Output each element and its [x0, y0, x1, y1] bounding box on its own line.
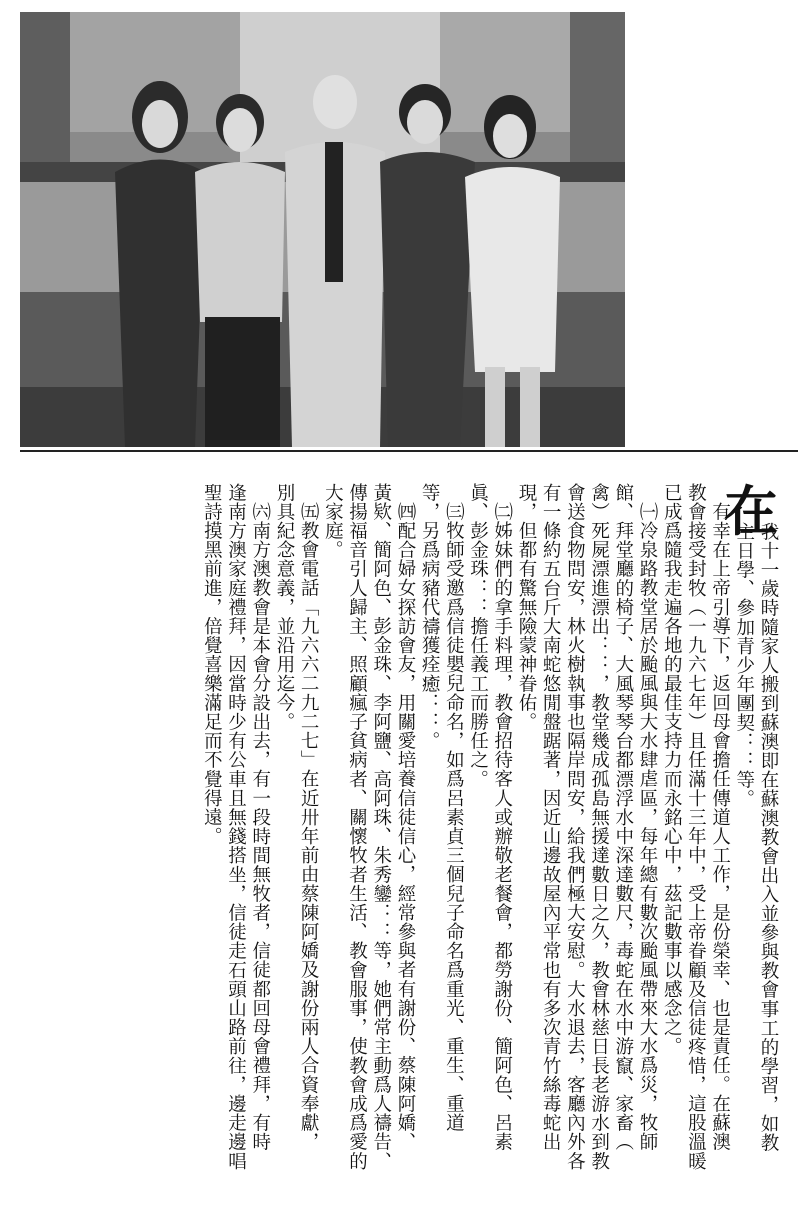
body-line: ㈡姊妹們的拿手料理，教會招待客人或辦敬老餐會，都勞謝份、簡阿色、呂素	[491, 502, 513, 1152]
body-line: 禽）死屍漂進漂出：：，教堂幾成孤島無援達數日之久，教會林慈日長老游水到教	[588, 483, 610, 1171]
body-line: ㈥南方澳教會是本會分設出去，有一段時間無牧者，信徒都回母會禮拜，有時	[249, 502, 271, 1152]
body-line: ㈢牧師受邀爲信徒嬰兒命名，如爲呂素貞三個兒子命名爲重光、重生、重道	[443, 502, 465, 1133]
body-line: ㈣配合婦女探訪會友，用關愛培養信徒信心，經常參與者有謝份、蔡陳阿嬌、	[394, 502, 416, 1152]
body-line: 主日學、參加青少年團契：：等。	[733, 521, 755, 809]
body-line: 會送食物問安，林火樹執事也隔岸問安，給我們極大安慰。大水退去，客廳內外各	[564, 483, 586, 1171]
body-line: 黃欵、簡阿色、彭金珠、李阿鹽、高阿珠、朱秀鑾：：等，她們常主動爲人禱告、	[370, 483, 392, 1171]
body-line: 別具紀念意義，並沿用迄今。	[273, 483, 295, 732]
section-divider	[20, 450, 798, 452]
body-line: 現，但都有驚無險蒙神眷佑。	[515, 483, 537, 732]
article-body	[20, 479, 780, 1203]
body-line: ㈤教會電話「九六六二九二七」在近卅年前由蔡陳阿嬌及謝份兩人合資奉獻，	[298, 502, 320, 1152]
body-line: 已成爲隨我走遍各地的最佳支持力而永銘心中，茲記數事以感念之。	[661, 483, 683, 1056]
body-line: 館、拜堂廳的椅子、大風琴琴台都漂浮水中深達數尺，毒蛇在水中游竄、家畜（	[612, 483, 634, 1152]
body-line: 等，另爲病豬代禱獲痊癒：：。	[419, 483, 441, 751]
body-line: 眞、彭金珠：：擔任義工而勝任之。	[467, 483, 489, 789]
body-line: 傳揚福音引人歸主、照顧瘋子貧病者、關懷牧者生活、教會服事，使教會成爲愛的	[346, 483, 368, 1171]
body-line: 聖詩摸黑前進，倍覺喜樂滿足而不覺得遠。	[201, 483, 223, 846]
body-line: 逢南方澳家庭禮拜，因當時少有公車且無錢搭坐，信徒走石頭山路前往，邊走邊唱	[225, 483, 247, 1171]
body-line: 大家庭。	[322, 483, 344, 560]
body-line: ㈠冷泉路教堂居於颱風與大水肆虐區，每年總有數次颱風帶來大水爲災，牧師	[636, 502, 658, 1152]
group-photo	[20, 12, 625, 447]
body-line: 我十一歲時隨家人搬到蘇澳即在蘇澳教會出入並參與教會事工的學習，如教	[758, 521, 779, 1153]
body-line: 有幸在上帝引導下，返回母會擔任傳道人工作，是份榮幸、也是責任。在蘇澳	[709, 502, 731, 1152]
body-line: 有一條約五台斤大南蛇悠閒盤踞著，因近山邊故屋內平常也有多次青竹絲毒蛇出	[540, 483, 562, 1152]
drop-cap: 在	[724, 479, 778, 543]
body-line: 教會接受封牧（一九六七年）且任滿十三年中，受上帝眷顧及信徒疼惜，這股溫暖	[685, 483, 707, 1171]
